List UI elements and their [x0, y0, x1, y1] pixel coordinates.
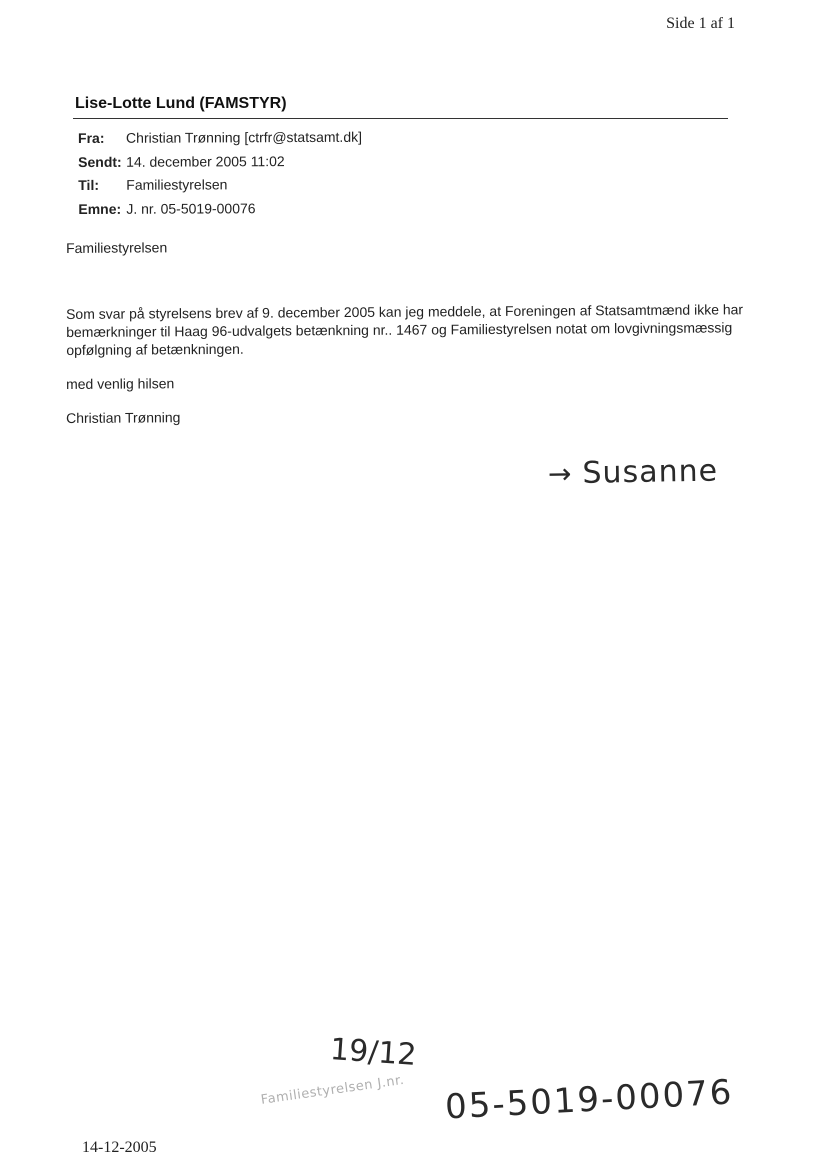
mailbox-owner-name: Lise-Lotte Lund (FAMSTYR) — [75, 95, 287, 112]
subject-value: J. nr. 05-5019-00076 — [126, 199, 256, 217]
handwritten-case-number: 05-5019-00076 — [444, 1072, 735, 1128]
forward-recipient: Susanne — [582, 453, 719, 491]
received-stamp: Familiestyrelsen J.nr. — [260, 1072, 406, 1108]
from-value: Christian Trønning [ctrfr@statsamt.dk] — [125, 128, 363, 146]
from-row — [78, 129, 362, 154]
sent-row — [78, 152, 362, 177]
fax-date: 14-12-2005 — [82, 1139, 157, 1156]
sent-label: Sendt: — [78, 153, 122, 170]
subject-row — [78, 199, 362, 224]
salutation: Familiestyrelsen — [66, 239, 168, 256]
message-body: Som svar på styrelsens brev af 9. december 2005 kan jeg meddele, at Foreningen af Statsamtmænd ikke har bemærkninger til Haag 96-udvalgets betænkning nr.. 1467 og Familiestyrelsen notat om lovgivningsmæssig opfølgning af betænkningen. — [66, 301, 744, 358]
subject-label: Emne: — [78, 200, 122, 217]
to-value: Familiestyrelsen — [126, 176, 228, 193]
sent-value: 14. december 2005 11:02 — [126, 152, 285, 170]
signature: Christian Trønning — [66, 409, 181, 426]
handwritten-forward-note — [548, 454, 719, 492]
to-row — [78, 176, 362, 201]
page-number: Side 1 af 1 — [666, 15, 735, 32]
email-header — [78, 129, 362, 224]
arrow-right-icon: → — [547, 457, 573, 491]
from-label: Fra: — [78, 129, 105, 146]
closing: med venlig hilsen — [66, 375, 175, 392]
handwritten-received-date: 19/12 — [328, 1032, 418, 1073]
header-divider — [73, 118, 728, 119]
to-label: Til: — [78, 176, 100, 193]
